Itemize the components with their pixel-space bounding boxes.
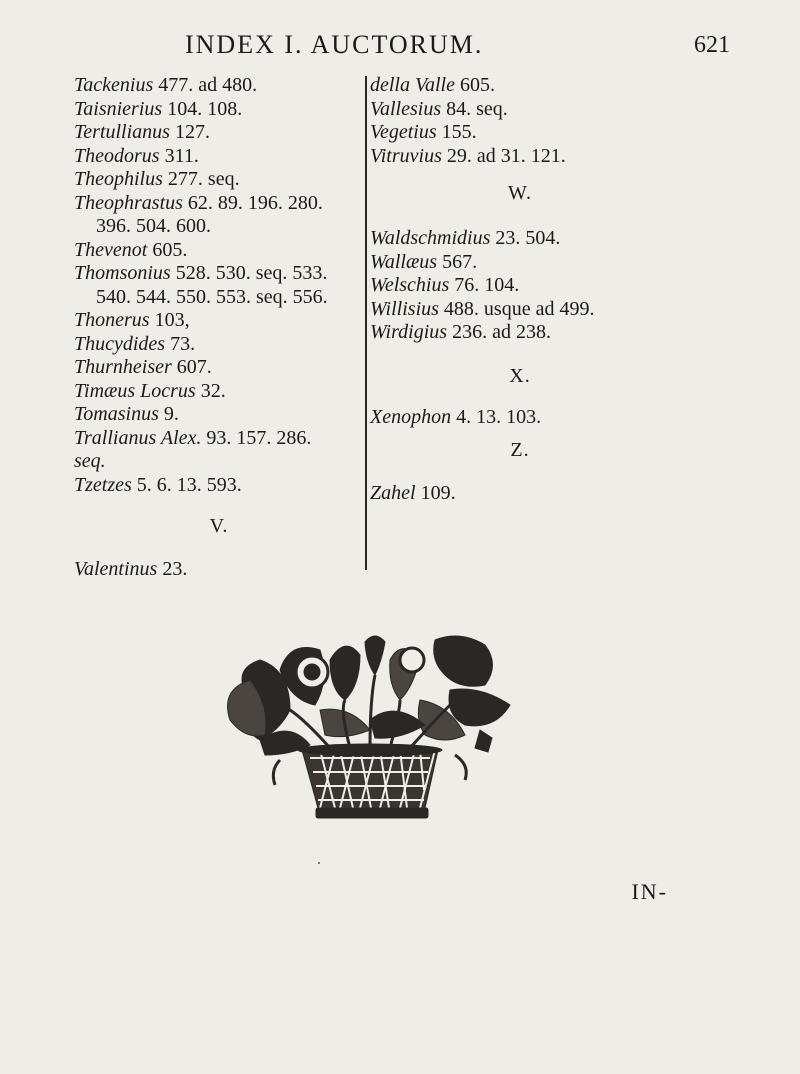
index-entry: Thomsonius 528. 530. seq. 533. [74, 262, 328, 284]
paper-speck [318, 862, 320, 864]
index-entry: Welschius 76. 104. [370, 274, 520, 296]
index-entry-continuation: 540. 544. 550. 553. seq. 556. [96, 285, 328, 308]
index-entry: Wallæus 567. [370, 250, 478, 273]
index-entry: Thevenot 605. [74, 238, 188, 261]
page-title: INDEX I. AUCTORUM. [185, 30, 484, 59]
section-letter-v: V. [209, 515, 229, 537]
right-index-column [370, 74, 670, 506]
index-entry: Waldschmidius 23. 504. [370, 227, 561, 249]
section-letter-x: X. [509, 364, 531, 387]
column-rule [365, 76, 367, 570]
index-entry: Trallianus Alex. 93. 157. 286. [74, 426, 312, 449]
index-entry: Vitruvius 29. ad 31. 121. [370, 144, 566, 167]
index-entry: Theophrastus 62. 89. 196. 280. [74, 191, 323, 214]
index-entry: Tackenius 477. ad 480. [74, 74, 258, 96]
index-entry: Theophilus 277. seq. [74, 168, 240, 190]
index-entry-continuation: 396. 504. 600. [96, 215, 211, 237]
index-entry: Valentinus 23. [74, 558, 188, 580]
index-entry: Theodorus 311. [74, 144, 199, 167]
section-letter-w: W. [507, 182, 533, 204]
index-entry: Tzetzes 5. 6. 13. 593. [74, 473, 242, 496]
catchword: IN- [631, 879, 668, 904]
section-letter-z: Z. [510, 439, 530, 461]
index-entry: Tomasinus 9. [74, 403, 179, 425]
index-entry: Taisnierius 104. 108. [74, 97, 243, 120]
index-entry: Thucydides 73. [74, 332, 196, 355]
index-entry: Willisius 488. usque ad 499. [370, 297, 595, 320]
index-entry: Xenophon 4. 13. 103. [370, 405, 542, 428]
index-entry: Tertullianus 127. [74, 121, 210, 143]
flower-basket-woodcut-icon [220, 630, 520, 825]
index-entry: della Valle 605. [370, 74, 495, 96]
index-entry: Thurnheiser 607. [74, 356, 212, 378]
page-header [185, 30, 730, 64]
index-entry: Thonerus 103, [74, 309, 190, 331]
page-number: 621 [694, 32, 730, 58]
index-entry: Vallesius 84. seq. [370, 97, 508, 120]
index-entry: Timæus Locrus 32. [74, 379, 226, 402]
index-entry: Wirdigius 236. ad 238. [370, 321, 551, 343]
index-entry: Zahel 109. [370, 482, 456, 504]
index-entry: Vegetius 155. [370, 121, 477, 143]
left-index-column [74, 74, 364, 582]
index-entry-continuation: seq. [74, 450, 106, 472]
